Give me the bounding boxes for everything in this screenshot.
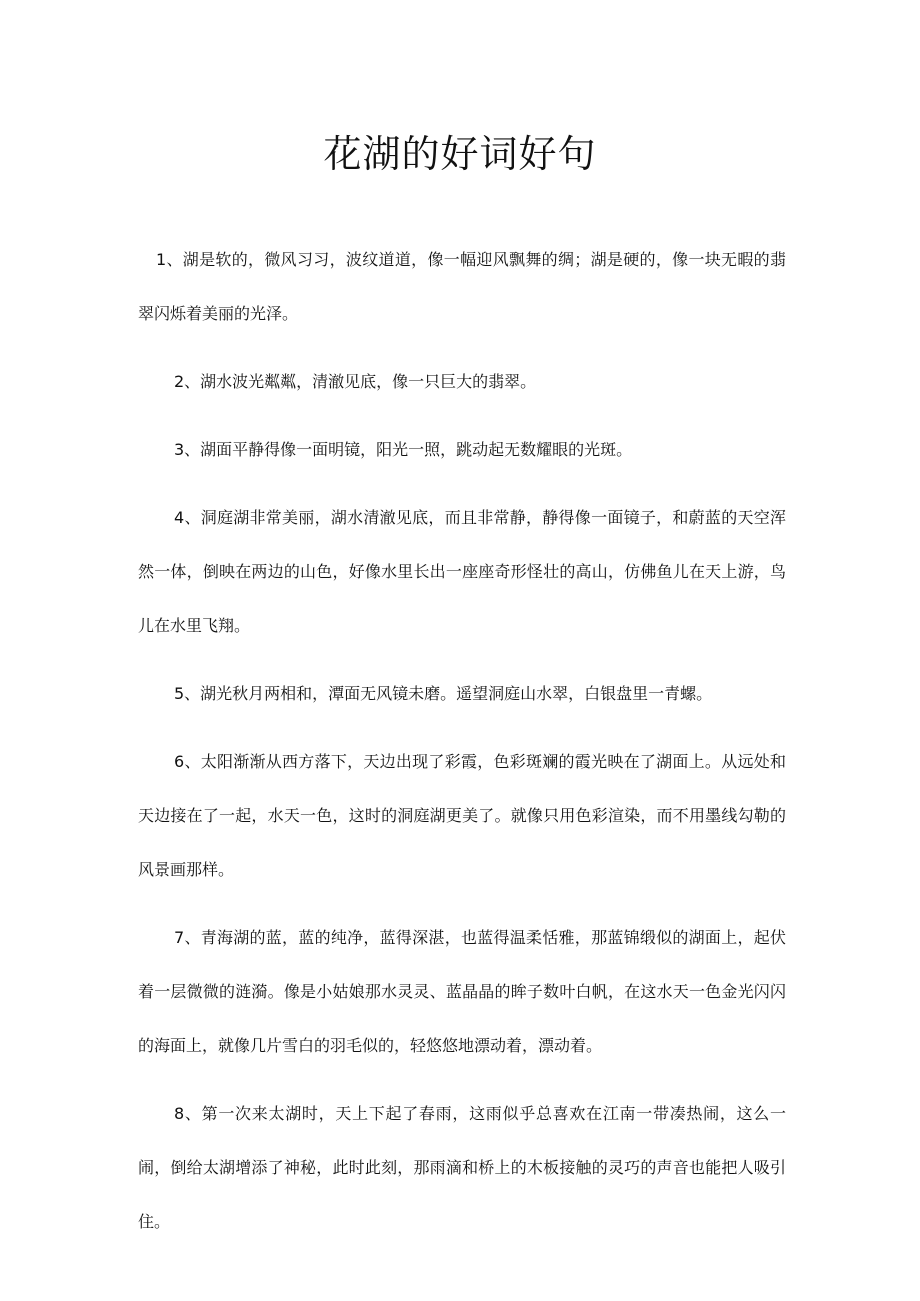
page-title: 花湖的好词好句 xyxy=(323,132,597,176)
paragraph-6: 6、太阳渐渐从西方落下，天边出现了彩霞，色彩斑斓的霞光映在了湖面上。从远处和天边接在了一起，水天一色，这时的洞庭湖更美了。就像只用色彩渲染，而不用墨线勾勒的风景画那样。 xyxy=(138,752,786,879)
paragraph-8: 8、第一次来太湖时，天上下起了春雨，这雨似乎总喜欢在江南一带凑热闹，这么一闹，倒给太湖增添了神秘，此时此刻，那雨滴和桥上的木板接触的灵巧的声音也能把人吸引住。 xyxy=(138,1104,786,1231)
paragraph-4: 4、洞庭湖非常美丽，湖水清澈见底，而且非常静，静得像一面镜子，和蔚蓝的天空浑然一体，倒映在两边的山色，好像水里长出一座座奇形怪壮的高山，仿佛鱼儿在天上游，鸟儿在水里飞翔。 xyxy=(138,508,786,635)
document-body xyxy=(138,233,786,1263)
paragraph-5: 5、湖光秋月两相和，潭面无风镜未磨。遥望洞庭山水翠，白银盘里一青螺。 xyxy=(174,684,713,703)
paragraph-7: 7、青海湖的蓝，蓝的纯净，蓝得深湛，也蓝得温柔恬雅，那蓝锦缎似的湖面上，起伏着一层微微的涟漪。像是小姑娘那水灵灵、蓝晶晶的眸子数叶白帆，在这水天一色金光闪闪的海面上，就像几片雪白的羽毛似的，轻悠悠地漂动着，漂动着。 xyxy=(138,928,786,1055)
paragraph-2: 2、湖水波光粼粼，清澈见底，像一只巨大的翡翠。 xyxy=(174,372,537,391)
paragraph-1: 1、湖是软的，微风习习，波纹道道，像一幅迎风飘舞的绸；湖是硬的，像一块无暇的翡翠闪烁着美丽的光泽。 xyxy=(138,250,786,323)
paragraph-3: 3、湖面平静得像一面明镜，阳光一照，跳动起无数耀眼的光斑。 xyxy=(174,440,633,459)
